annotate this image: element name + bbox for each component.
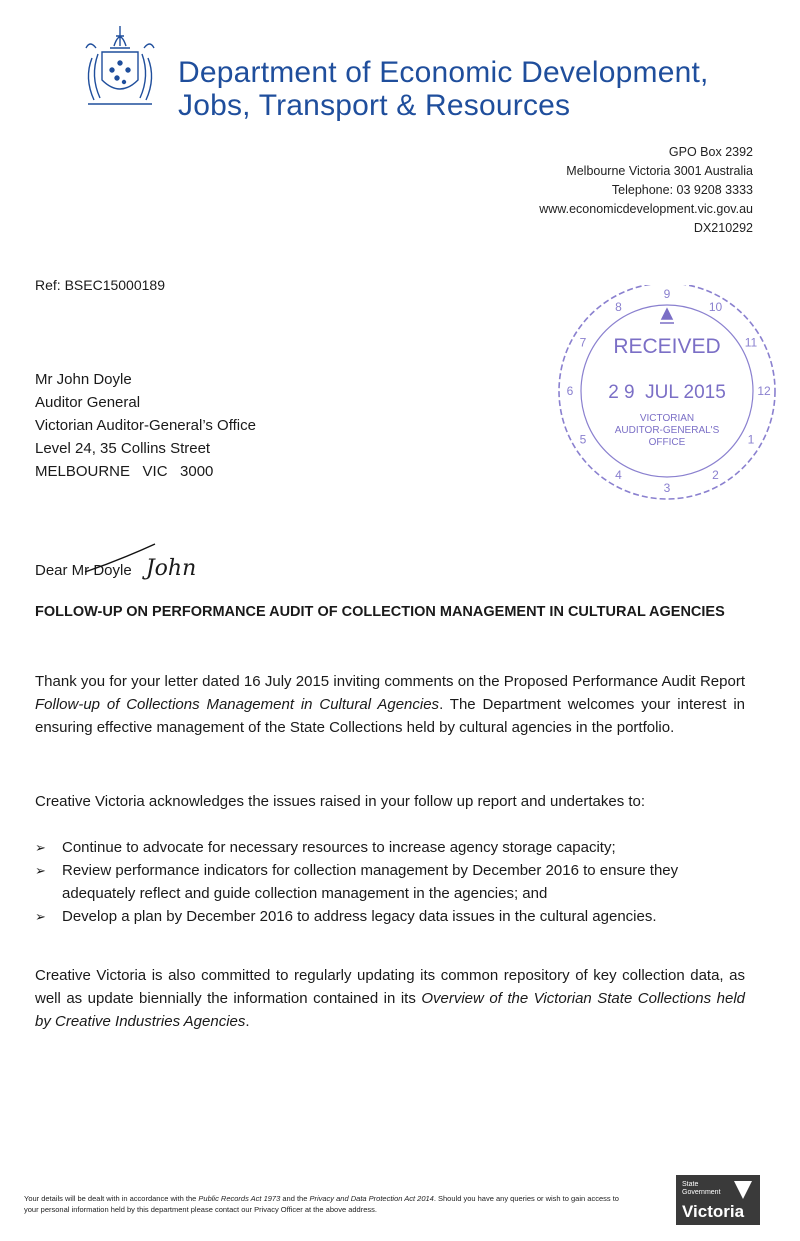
department-name [178,56,709,122]
stamp-clock-number: 10 [708,300,723,314]
stamp-clock-number: 2 [712,468,719,482]
department-name-line2: Jobs, Transport & Resources [178,89,571,122]
act-name: Public Records Act 1973 [198,1194,281,1203]
recipient-street: Level 24, 35 Collins Street [35,440,211,457]
stamp-clock-number: 3 [663,481,671,495]
paragraph-text: Creative Victoria is also committed to regularly updating its common repository of key collection data, as well as update biennially the information contained in its [35,967,745,1007]
undertakings-list [35,836,755,928]
stamp-clock-number: 8 [615,300,622,314]
arrow-bullet-icon: ➢ [35,840,46,855]
stamp-clock-number: 1 [747,432,755,447]
website: www.economicdevelopment.vic.gov.au [539,202,753,216]
handwritten-salutation: John [145,556,197,581]
arrow-bullet-icon: ➢ [35,909,46,924]
footer-text: Your details will be dealt with in accordance with the [24,1194,199,1203]
stamp-clock-number: 4 [615,468,622,482]
received-stamp [545,285,785,505]
publication-title: Overview of the Victorian State Collections held by Creative Industries Agencies [35,990,745,1030]
report-title: Follow-up of Collections Management in Cultural Agencies [35,696,440,713]
stamp-date: 2 9 JUL 2015 [608,382,726,403]
list-item-text: Develop a plan by December 2016 to address legacy data issues in the cultural agencies. [62,908,657,925]
stamp-clock-number: 11 [744,335,758,350]
stamp-clock-number: 6 [566,384,574,398]
recipient-city: MELBOURNE VIC 3000 [35,463,214,480]
list-item-text: Review performance indicators for collection management by December 2016 to ensure they adequately reflect and guide collection management in the agencies; and [62,862,679,902]
list-item [35,836,755,859]
recipient-name: Mr John Doyle [35,371,132,388]
dx-number: DX210292 [693,221,753,235]
list-item [35,905,755,928]
stamp-org-line3: OFFICE [648,437,686,448]
southern-cross-icon [732,1179,754,1201]
strikethrough-mark [80,540,160,580]
logo-caption [682,1181,721,1197]
sender-address [539,143,753,238]
paragraph-3 [35,964,745,1033]
paragraph-1 [35,670,745,739]
logo-name: Victoria [682,1202,745,1221]
salutation-text: Dear Mr Doyle [35,562,132,579]
paragraph-2: Creative Victoria acknowledges the issues raised in your follow up report and undertakes to: [35,793,646,810]
paragraph-text: . The Department welcomes your interest in ensuring effective management of the State Collections held by cultural agencies in the portfolio. [35,696,745,736]
paragraph-text: Thank you for your letter dated 16 July 2015 inviting comments on the Proposed Performance Audit Report [35,673,745,690]
recipient-office: Victorian Auditor-General’s Office [35,417,256,434]
privacy-footer [24,1193,624,1215]
coat-of-arms-icon [70,18,170,118]
stamp-clock-number: 5 [579,432,587,447]
stamp-clock-number: 12 [757,384,771,398]
stamp-org-line1: VICTORIAN [639,413,695,424]
stamp-received-text: RECEIVED [613,335,721,358]
letter-heading: FOLLOW-UP ON PERFORMANCE AUDIT OF COLLECTION MANAGEMENT IN CULTURAL AGENCIES [35,604,725,620]
list-item-text: Continue to advocate for necessary resources to increase agency storage capacity; [62,839,616,856]
address-line: Melbourne Victoria 3001 Australia [566,164,753,178]
logo-line2: Government [682,1189,721,1196]
victoria-government-logo [676,1175,760,1225]
paragraph-text: . [245,1013,250,1030]
list-item [35,859,755,905]
act-name: Privacy and Data Protection Act 2014 [309,1194,434,1203]
logo-line1: State [682,1181,699,1188]
footer-text: . Should you have any queries or wish to gain access to your personal information held by this department please contact our Privacy Officer at the above address. [24,1194,619,1214]
recipient-title: Auditor General [35,394,141,411]
arrow-bullet-icon: ➢ [35,863,46,878]
telephone: Telephone: 03 9208 3333 [611,183,753,197]
department-name-line1: Department of Economic Development, [178,56,709,89]
footer-text: and the [280,1194,310,1203]
stamp-org-line2: AUDITOR-GENERAL'S [614,425,720,436]
stamp-clock-number: 9 [663,287,671,301]
address-line: GPO Box 2392 [668,145,753,159]
recipient-address [35,368,256,483]
stamp-clock-number: 7 [579,335,587,350]
reference-number: Ref: BSEC15000189 [35,277,165,293]
